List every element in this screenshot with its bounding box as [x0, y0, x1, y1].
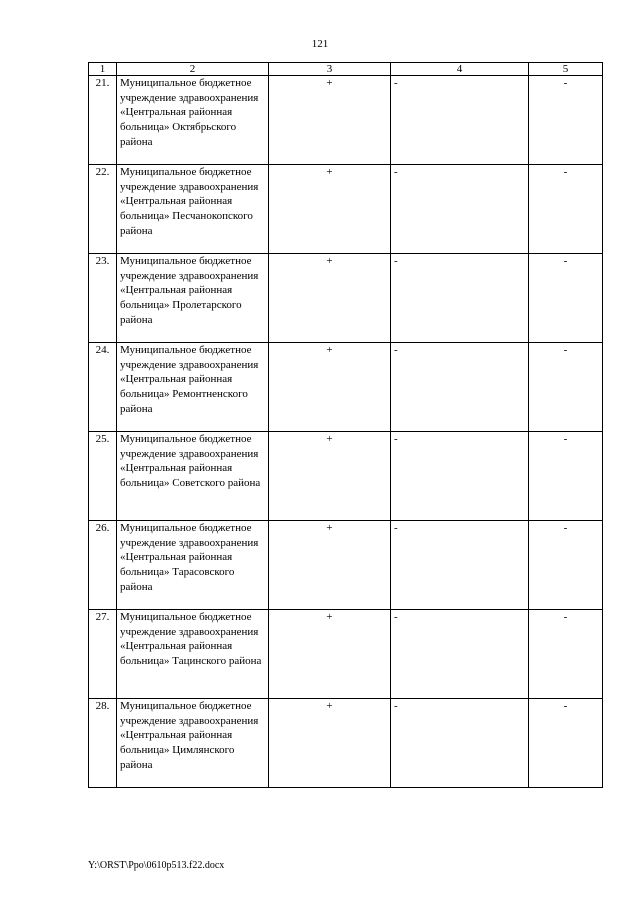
column-3-value: + — [269, 610, 391, 699]
column-3-value: + — [269, 521, 391, 610]
column-5-value: - — [529, 343, 603, 432]
column-5-value: - — [529, 254, 603, 343]
column-4-value: - — [391, 521, 529, 610]
column-header-1: 1 — [89, 63, 117, 76]
column-4-value: - — [391, 432, 529, 521]
table-row — [89, 343, 603, 432]
column-4-value: - — [391, 610, 529, 699]
row-number: 24. — [89, 343, 117, 432]
row-number: 23. — [89, 254, 117, 343]
table-row — [89, 610, 603, 699]
table-row — [89, 521, 603, 610]
institution-name: Муниципальное бюджетное учреждение здравоохранения «Центральная районная больница» Тацинского района — [117, 610, 269, 699]
institution-name: Муниципальное бюджетное учреждение здравоохранения «Центральная районная больница» Пролетарского района — [117, 254, 269, 343]
institution-name: Муниципальное бюджетное учреждение здравоохранения «Центральная районная больница» Цимлянского района — [117, 699, 269, 788]
column-3-value: + — [269, 699, 391, 788]
table-header-row — [89, 63, 603, 76]
column-5-value: - — [529, 521, 603, 610]
table-row — [89, 254, 603, 343]
column-4-value: - — [391, 165, 529, 254]
row-number: 27. — [89, 610, 117, 699]
row-number: 25. — [89, 432, 117, 521]
column-4-value: - — [391, 699, 529, 788]
column-header-2: 2 — [117, 63, 269, 76]
institution-name: Муниципальное бюджетное учреждение здравоохранения «Центральная районная больница» Ремонтненского района — [117, 343, 269, 432]
column-3-value: + — [269, 432, 391, 521]
row-number: 22. — [89, 165, 117, 254]
document-file-path: Y:\ORST\Ppo\0610p513.f22.docx — [88, 860, 225, 871]
column-5-value: - — [529, 699, 603, 788]
institution-name: Муниципальное бюджетное учреждение здравоохранения «Центральная районная больница» Песчанокопского района — [117, 165, 269, 254]
table-row — [89, 165, 603, 254]
table-row — [89, 699, 603, 788]
column-header-5: 5 — [529, 63, 603, 76]
institution-name: Муниципальное бюджетное учреждение здравоохранения «Центральная районная больница» Советского района — [117, 432, 269, 521]
column-3-value: + — [269, 254, 391, 343]
column-header-4: 4 — [391, 63, 529, 76]
page-number: 121 — [311, 38, 329, 50]
column-4-value: - — [391, 76, 529, 165]
column-3-value: + — [269, 165, 391, 254]
column-5-value: - — [529, 76, 603, 165]
column-5-value: - — [529, 432, 603, 521]
column-4-value: - — [391, 254, 529, 343]
column-header-3: 3 — [269, 63, 391, 76]
table-row — [89, 76, 603, 165]
column-5-value: - — [529, 610, 603, 699]
row-number: 28. — [89, 699, 117, 788]
column-3-value: + — [269, 76, 391, 165]
column-4-value: - — [391, 343, 529, 432]
column-3-value: + — [269, 343, 391, 432]
row-number: 21. — [89, 76, 117, 165]
document-table — [88, 62, 603, 788]
row-number: 26. — [89, 521, 117, 610]
institution-name: Муниципальное бюджетное учреждение здравоохранения «Центральная районная больница» Октябрьского района — [117, 76, 269, 165]
column-5-value: - — [529, 165, 603, 254]
institution-name: Муниципальное бюджетное учреждение здравоохранения «Центральная районная больница» Тарасовского района — [117, 521, 269, 610]
table-row — [89, 432, 603, 521]
